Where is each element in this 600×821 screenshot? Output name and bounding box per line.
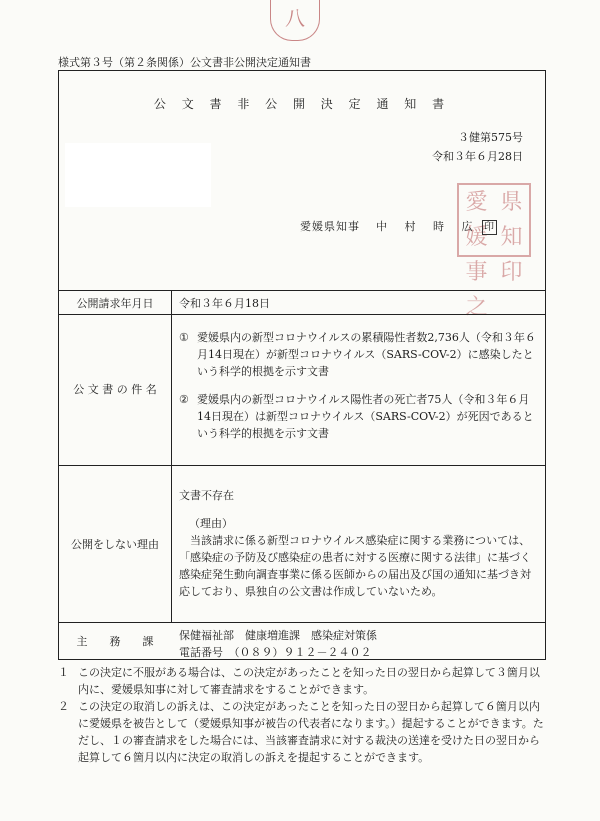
request-date-label: 公開請求年月日 (76, 297, 154, 310)
reason-body: 当該請求に係る新型コロナウイルス感染症に関する業務については、「感染症の予防及び感染症の患者に対する医療に関する法律」に基づく感染症発生動向調査事業に係る医師からの届出及び国の通知に基づき対応しており、県独自の公文書は作成していないため。 (179, 534, 531, 598)
department-label: 主 務 課 (76, 635, 154, 648)
item-number: ② (179, 393, 189, 406)
document-item (179, 391, 541, 442)
issuer-line (300, 218, 497, 235)
item-text: 愛媛県内の新型コロナウイルスの累積陽性者数2,736人（令和３年６月14日現在）が新型コロナウイルス（SARS-COV-2）に感染したという科学的根拠を示す文書 (197, 331, 536, 378)
request-date-value: 令和３年６月18日 (179, 297, 270, 310)
issuer-name: 中 村 時 広 (376, 220, 480, 233)
divider (59, 290, 545, 291)
seal-char: 事之 (465, 260, 488, 320)
document-name-label: 公 文 書 の 件 名 (73, 383, 157, 396)
note-number: １ (58, 666, 69, 679)
note-text: この決定に不服がある場合は、この決定があったことを知った日の翌日から起算して３箇月以内に、愛媛県知事に対して審査請求をすることができます。 (78, 666, 540, 696)
document-date: 令和３年６月28日 (432, 150, 523, 163)
redacted-recipient (65, 143, 211, 207)
notice-frame (58, 70, 546, 660)
divider (59, 622, 545, 623)
seal-char: 県知 (500, 190, 523, 250)
document-title: 公 文 書 非 公 開 決 定 通 知 書 (153, 97, 451, 111)
department-cell (179, 627, 377, 661)
note-number: ２ (58, 700, 69, 713)
document-number: ３健第575号 (458, 131, 523, 144)
notes-section (58, 664, 544, 766)
reason-subheading: （理由） (189, 517, 233, 530)
reason-cell (179, 487, 541, 600)
receipt-stamp: 八 (270, 0, 320, 41)
column-divider (171, 290, 172, 622)
seal-char: 印 (500, 260, 523, 285)
issuer-title: 愛媛県知事 (300, 220, 360, 233)
divider (59, 465, 545, 466)
document-name-list (179, 329, 541, 442)
issuer-seal-mark: 印 (482, 220, 497, 235)
document-item (179, 329, 541, 380)
reason-label: 公開をしない理由 (71, 538, 159, 551)
reason-main: 文書不存在 (179, 489, 234, 502)
note-item (58, 664, 544, 698)
department-name: 保健福祉部 健康増進課 感染症対策係 (179, 629, 377, 642)
note-text: この決定の取消しの訴えは、この決定があったことを知った日の翌日から起算して６箇月以内に愛媛県を被告として（愛媛県知事が被告の代表者になります。）提起することができます。ただし、１の審査請求をした場合には、当該審査請求に対する裁決の送達を受けた日の翌日から起算して６箇月以内に決定の取消しの訴えを提起することができます。 (78, 700, 544, 764)
seal-char: 愛媛 (465, 190, 488, 250)
form-label: 様式第３号（第２条関係）公文書非公開決定通知書 (58, 56, 311, 69)
note-item (58, 698, 544, 766)
department-phone: 電話番号 （０８９）９１２－２４０２ (179, 646, 372, 659)
divider (59, 314, 545, 315)
item-number: ① (179, 331, 189, 344)
item-text: 愛媛県内の新型コロナウイルス陽性者の死亡者75人（令和３年６月14日現在）は新型コロナウイルス（SARS-COV-2）が死因であるという科学的根拠を示す文書 (197, 393, 534, 440)
